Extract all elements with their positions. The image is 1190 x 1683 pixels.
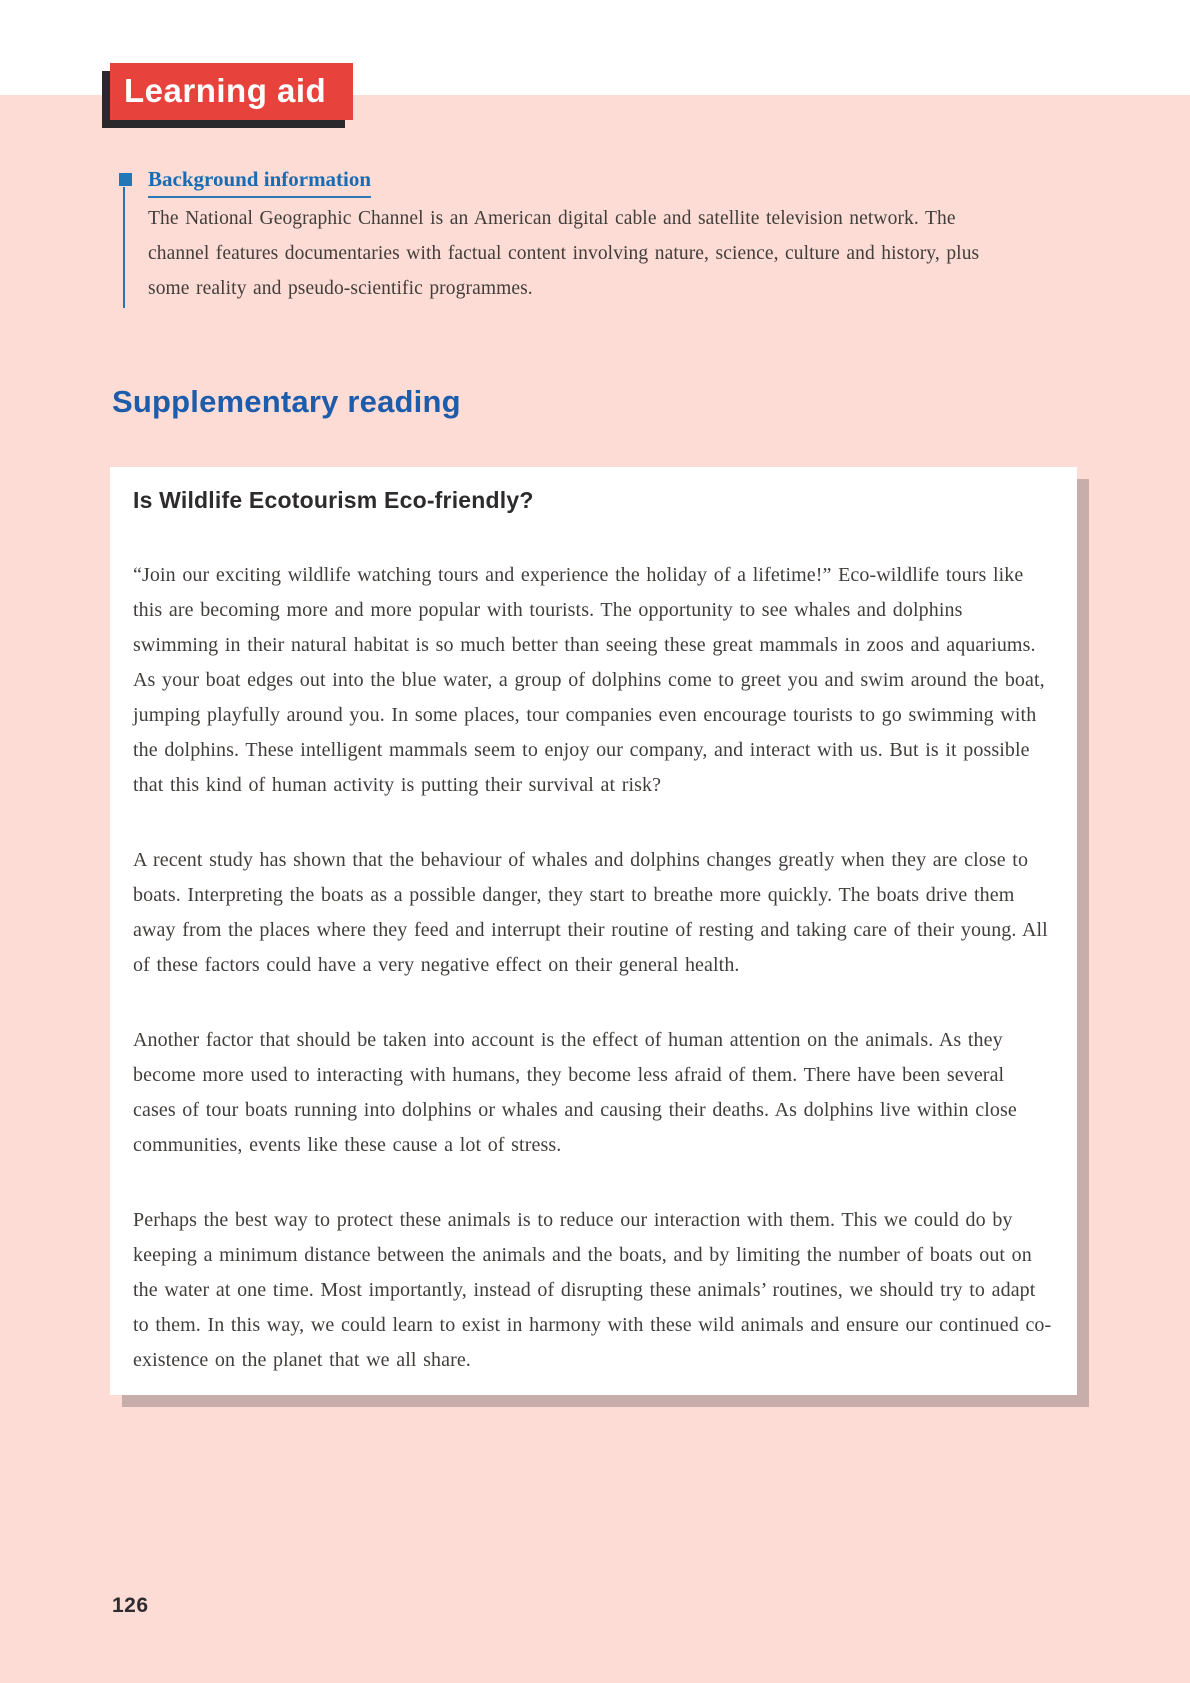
background-information-body: The National Geographic Channel is an American digital cable and satellite television network. The channel features documentaries with factual content involving nature, science, culture and history, plus some reality and pseudo-scientific programmes. <box>148 208 980 299</box>
reading-card-paragraph-2: A recent study has shown that the behaviour of whales and dolphins changes greatly when they are close to boats. Interpreting the boats as a possible danger, they start to breathe more quickly. The boats drive them away from the places where they feed and interrupt their routine of resting and taking care of their young. All of these factors could have a very negative effect on their general health. <box>133 849 1048 976</box>
reading-card <box>110 467 1077 1395</box>
reading-card-title: Is Wildlife Ecotourism Eco-friendly? <box>133 487 534 513</box>
reading-card-paragraph-4: Perhaps the best way to protect these animals is to reduce our interaction with them. This we could do by keeping a minimum distance between the animals and the boats, and by limiting the number of boats out on the water at one time. Most importantly, instead of disrupting these animals’ routines, we should try to adapt to them. In this way, we could learn to exist in harmony with these wild animals and ensure our continued co-existence on the planet that we all share. <box>133 1209 1052 1371</box>
section-bullet-square-icon <box>119 173 132 186</box>
background-information-heading: Background information <box>148 167 371 198</box>
reading-card-paragraph-1: “Join our exciting wildlife watching tours and experience the holiday of a lifetime!” Eco-wildlife tours like this are becoming more and more popular with tourists. The opportunity to see whales and dolphins swimming in their natural habitat is so much better than seeing these great mammals in zoos and aquariums. As your boat edges out into the blue water, a group of dolphins come to greet you and swim around the boat, jumping playfully around you. In some places, tour companies even encourage tourists to go swimming with the dolphins. These intelligent mammals seem to enjoy our company, and interact with us. But is it possible that this kind of human activity is putting their survival at risk? <box>133 564 1045 796</box>
supplementary-reading-heading: Supplementary reading <box>112 384 461 419</box>
reading-card-paragraph-3: Another factor that should be taken into account is the effect of human attention on the animals. As they become more used to interacting with humans, they become less afraid of them. There have been several cases of tour boats running into dolphins or whales and causing their deaths. As dolphins live within close communities, events like these cause a lot of stress. <box>133 1029 1017 1156</box>
section-vertical-rule <box>123 187 125 308</box>
learning-aid-banner: Learning aid <box>110 63 353 120</box>
page-number: 126 <box>112 1594 149 1617</box>
